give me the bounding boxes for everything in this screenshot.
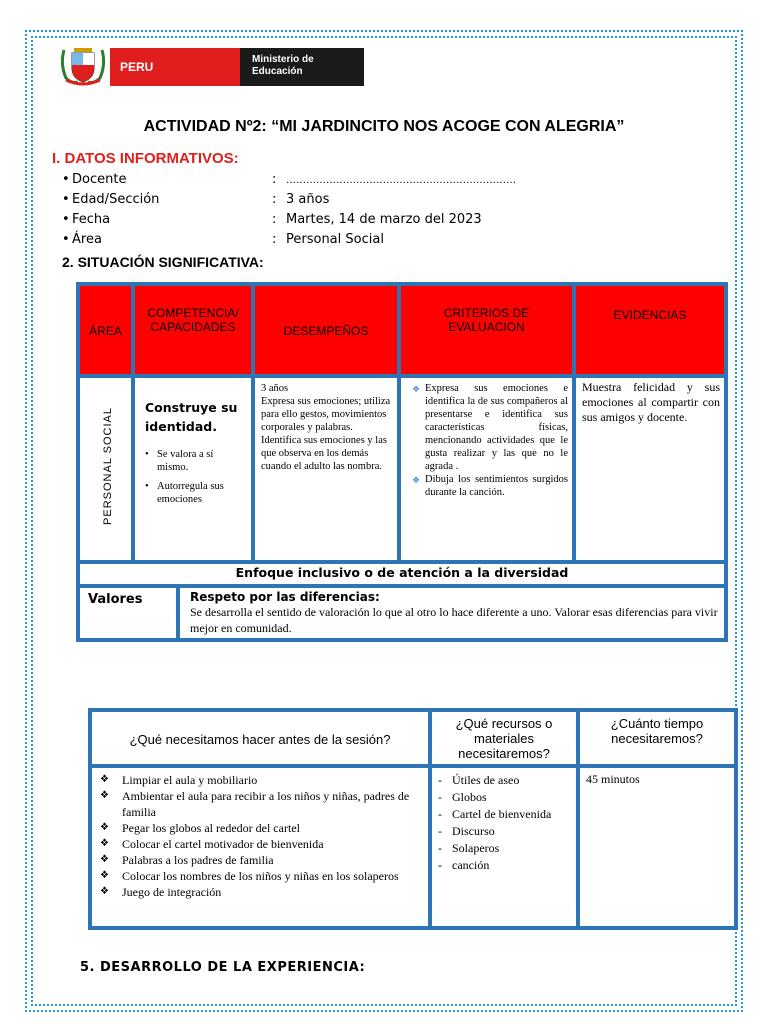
info-label: Docente	[72, 172, 127, 187]
prep-time-cell: 45 minutos	[578, 766, 736, 928]
prep-materials-cell	[430, 766, 578, 928]
checkmark-bullet-icon: ❖	[100, 854, 109, 865]
evidencias-cell: Muestra felicidad y sus emociones al compartir con sus amigos y docente.	[574, 376, 726, 562]
info-value: Personal Social	[286, 232, 384, 247]
valores-text: Se desarrolla el sentido de valoración lo que al otro lo hace diferente a uno. Valorar esas diferencias para vivir mejor en comunidad.	[190, 605, 718, 635]
header-area: ÁREA	[78, 284, 133, 376]
prep-header-time: ¿Cuánto tiempo necesitaremos?	[578, 710, 736, 766]
checkmark-bullet-icon: ❖	[100, 886, 109, 897]
info-value: ……………………………………………………………	[286, 175, 516, 186]
desempeno-cell	[253, 376, 399, 562]
enfoque-row: Enfoque inclusivo o de atención a la diversidad	[78, 562, 726, 586]
peru-label: PERU	[110, 48, 240, 86]
prep-header-materials: ¿Qué recursos o materiales necesitaremos?	[430, 710, 578, 766]
header-competencia: COMPETENCIA/ CAPACIDADES	[133, 284, 253, 376]
capacidad-item: • Autorregula sus emociones	[145, 481, 224, 505]
ministry-line1: Ministerio de	[252, 54, 314, 65]
criterio-item: ❖ Dibuja los sentimientos surgidos durante la canción.	[412, 474, 568, 498]
competencia-cell	[133, 376, 253, 562]
checkmark-bullet-icon: ❖	[100, 774, 109, 785]
area-value: PERSONAL SOCIAL	[102, 407, 114, 525]
competencia-title: Construye su identidad.	[145, 400, 238, 434]
competency-table	[76, 282, 728, 642]
info-row-edad: • Edad/Sección : 3 años	[62, 192, 330, 207]
material-item: - Discurso	[438, 824, 495, 838]
info-label: Área	[72, 232, 102, 247]
capacidades-list	[145, 448, 243, 506]
info-row-docente: • Docente : ……………………………………………………………	[62, 172, 516, 187]
peru-coat-of-arms-icon	[56, 44, 110, 86]
task-item: ❖ Pegar los globos al rededor del cartel	[100, 821, 300, 835]
desempeno-age: 3 años	[261, 383, 289, 394]
prep-header-tasks: ¿Qué necesitamos hacer antes de la sesión?	[90, 710, 430, 766]
material-item: - canción	[438, 858, 490, 872]
section5-heading: 5. DESARROLLO DE LA EXPERIENCIA:	[80, 960, 366, 975]
checkmark-bullet-icon: ❖	[100, 790, 109, 801]
task-item: ❖ Colocar el cartel motivador de bienvenida	[100, 837, 324, 851]
checkmark-bullet-icon: ❖	[100, 822, 109, 833]
info-row-area: • Área : Personal Social	[62, 232, 384, 247]
criterio-item: ❖ Expresa sus emociones e identifica la de sus compañeros al presentarse e identifica sus características físicas, mencionando actividades que le gusta realizar y las que no le agrada .	[412, 383, 568, 472]
checkmark-bullet-icon: ❖	[100, 870, 109, 881]
material-item: - Globos	[438, 790, 487, 804]
task-item: ❖ Limpiar el aula y mobiliario	[100, 773, 258, 787]
header-evidencias: EVIDENCIAS	[574, 284, 726, 376]
prep-tasks-cell	[90, 766, 430, 928]
info-label: Fecha	[72, 212, 111, 227]
header-criterios: CRITERIOS DE EVALUACION	[399, 284, 574, 376]
criterios-cell	[399, 376, 574, 562]
capacidad-item: • Se valora a sí mismo.	[145, 449, 214, 473]
ministry-label	[240, 48, 364, 86]
material-item: - Útiles de aseo	[438, 773, 520, 787]
valores-label: Valores	[78, 586, 178, 640]
valores-title: Respeto por las diferencias:	[190, 590, 380, 604]
preparation-table	[88, 708, 738, 930]
info-value: 3 años	[286, 192, 330, 207]
header-desempenos: DESEMPEÑOS	[253, 284, 399, 376]
ministry-line2: Educación	[252, 66, 303, 77]
task-item: ❖ Colocar los nombres de los niños y niñas en los solaperos	[100, 869, 399, 883]
info-label: Edad/Sección	[72, 192, 160, 207]
material-item: - Solaperos	[438, 841, 500, 855]
task-item: ❖ Palabras a los padres de familia	[100, 853, 274, 867]
task-item: ❖ Ambientar el aula para recibir a los niños y niñas, padres de familia	[100, 789, 410, 819]
diamond-bullet-icon: ❖	[412, 384, 421, 394]
page-title: ACTIVIDAD Nº2: “MI JARDINCITO NOS ACOGE CON ALEGRIA”	[143, 118, 625, 135]
checkmark-bullet-icon: ❖	[100, 838, 109, 849]
desempeno-text: Expresa sus emociones; utiliza para ello gestos, movimientos corporales y palabras. Identifica sus emociones y las que observa en los demás cuando el adulto las nombra.	[261, 396, 391, 472]
material-item: - Cartel de bienvenida	[438, 807, 552, 821]
info-value: Martes, 14 de marzo del 2023	[286, 212, 482, 227]
area-cell	[78, 376, 133, 562]
section2-heading: 2. SITUACIÓN SIGNIFICATIVA:	[62, 254, 264, 270]
section1-heading: I. DATOS INFORMATIVOS:	[52, 150, 239, 167]
diamond-bullet-icon: ❖	[412, 475, 421, 485]
valores-cell	[178, 586, 726, 640]
task-item: ❖ Juego de integración	[100, 885, 222, 899]
info-row-fecha: • Fecha : Martes, 14 de marzo del 2023	[62, 212, 482, 227]
ministry-logo	[56, 44, 314, 90]
